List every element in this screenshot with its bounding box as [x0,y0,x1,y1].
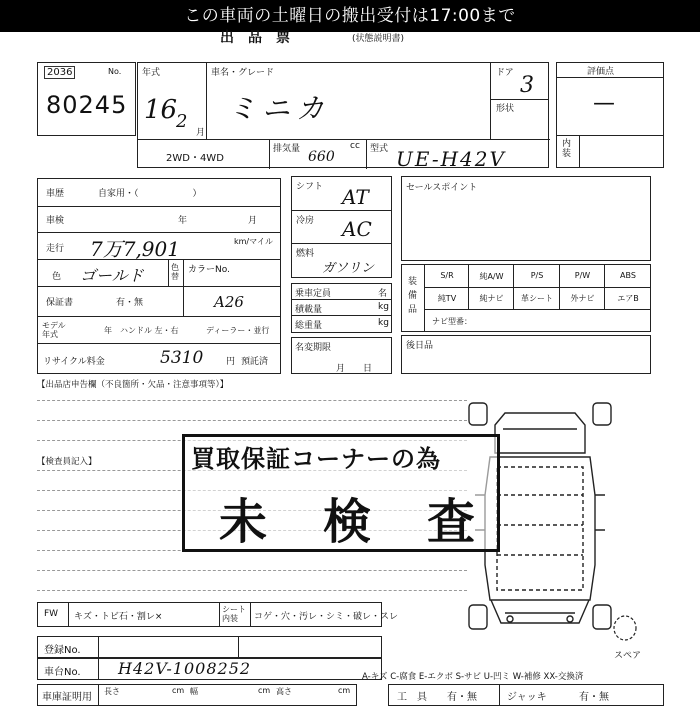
store-declaration-label: 【出品店申告欄（不良箇所・欠品・注意事項等）】 [37,380,229,390]
shape-label: 形状 [496,104,515,114]
equip-ps: P/S [530,271,544,280]
recycle-unit: 円 [226,357,236,367]
eval-value: — [593,91,615,116]
seat-text: コゲ・穴・汚レ・シミ・破レ・スレ [254,612,399,622]
equip-navi: 純ナビ [479,294,504,303]
mileage-unit: km/マイル [234,237,273,246]
name-label: 車名・グレード [211,68,275,78]
navi-model-label: ナビ型番： [432,317,472,326]
warranty-value: 有・無 [116,298,144,308]
color-no-label: カラーNo. [188,265,230,275]
cert-length: 長さ [104,687,120,696]
evaluation-box [556,62,664,168]
displacement-label: 排気量 [273,144,301,154]
tool-value: 有・無 [447,692,477,703]
lot-code: 2036 [44,66,75,79]
warranty-label: 保証書 [46,298,74,308]
tool-label: 工 具 [397,692,427,703]
specs-box [291,176,392,278]
equipment-box [401,264,651,332]
form-title: 出 品 票 [220,30,290,46]
eval-label: 評価点 [587,67,615,77]
displacement-value: 660 [308,149,335,165]
stamp-line1: 買取保証コーナーの為 [191,445,441,473]
post-items-box [401,335,651,374]
interior-label: 内装 [562,139,572,159]
model-line-year: 年 [104,326,112,335]
stamp-line2: 未 検 査 [219,494,480,550]
displacement-unit: cc [350,141,360,151]
garage-cert-box [37,684,357,706]
year-label: 年式 [142,68,161,78]
equip-sr: S/R [440,271,454,280]
unchecked-stamp [182,434,500,552]
reki-value: 自家用・（ ） [98,189,202,199]
cert-width: 幅 [190,687,198,696]
jack-value: 有・無 [579,692,609,703]
capacity-unit: 名 [378,289,388,299]
load-label: 積載量 [295,305,323,315]
spare-label: スペア [614,651,642,661]
registration-box [37,636,382,658]
recycle-value: 5310 [160,348,204,368]
mileage-value: 7万7,901 [90,237,180,261]
spare-tire-icon [612,612,638,642]
recycle-note: 預託済 [241,357,269,367]
post-label: 後日品 [406,341,434,351]
equip-pw: P/W [574,271,591,280]
cert-cm1: cm [172,686,185,695]
chassis-value: H42V-1008252 [118,659,252,678]
form-subtitle: (状態説明書) [352,34,405,44]
cert-cm3: cm [338,686,351,695]
model-label: 型式 [370,144,389,154]
load-unit: kg [378,302,389,312]
capacity-box [291,283,392,333]
year-value: 16 [144,95,178,125]
shaken-month: 月 [248,216,258,226]
shaken-year: 年 [178,216,188,226]
equip-airbag: エアB [617,294,639,303]
damage-legend: A-キズ C-腐食 E-エクボ S-サビ U-凹ミ W-補修 XX-交換済 [362,672,584,682]
ac-label: 冷房 [296,216,315,226]
history-box [37,178,281,374]
color-label: 色 [52,272,62,282]
color-code-label: 色替 [171,263,179,281]
shaken-label: 車検 [46,216,65,226]
dealer-label: ディーラー・並行 [206,326,270,335]
gross-unit: kg [378,318,389,328]
color-no-value: A26 [214,293,244,311]
inspector-label: 【検査員記入】 [37,457,97,467]
seat-label: シート内装 [222,605,246,623]
door-label: ドア [496,68,514,78]
reki-label: 車歴 [46,189,65,199]
shift-label: シフト [296,182,324,192]
month-unit: 月 [196,128,206,138]
name-change-box [291,337,392,374]
mileage-label: 走行 [46,244,65,254]
equip-leather: 革シート [521,294,553,303]
month-value: 2 [176,111,188,132]
equip-ext-navi: 外ナビ [570,294,595,303]
announcement-banner: この車両の土曜日の搬出受付は17:00まで [0,0,700,32]
cert-label: 車庫証明用 [42,692,92,703]
model-line-label: モデル年式 [42,321,66,339]
lot-kind: No. [108,67,122,76]
chassis-box [37,658,382,680]
fuel-value: ガソリン [322,261,375,276]
fuel-label: 燃料 [296,249,315,259]
reg-label: 登録No. [44,645,81,656]
fw-text: キズ・トビ石・割レ× [74,612,163,622]
cert-cm2: cm [258,686,271,695]
name-change-label: 名変期限 [295,343,332,353]
equip-tv: 純TV [437,294,457,303]
equip-aw: 純A/W [479,272,504,281]
handle-label: ハンドル 左・右 [120,326,179,335]
drive-label: 2WD・4WD [166,153,224,164]
gross-label: 総重量 [295,321,323,331]
lot-number: 80245 [46,91,128,119]
cert-height: 高さ [276,687,292,696]
recycle-label: リサイクル料金 [43,357,105,367]
name-value: ミニカ [228,92,331,125]
door-value: 3 [520,73,534,98]
ac-value: AC [342,217,372,241]
tools-box [388,684,664,706]
model-value: UE-H42V [396,147,506,171]
equip-abs: ABS [620,271,636,280]
basic-info-box [137,62,549,171]
name-change-unit: 月 日 [336,364,373,374]
shift-value: AT [342,185,369,209]
fw-seat-box [37,602,399,627]
chassis-label: 車台No. [44,667,81,678]
capacity-label: 乗車定員 [295,289,332,299]
lot-box [37,62,136,136]
sales-point-box [401,176,651,261]
color-value: ゴールド [80,266,144,285]
equipment-label: 装備品 [408,277,418,315]
fw-label: FW [44,609,59,619]
sales-point-label: セールスポイント [406,183,478,193]
jack-label: ジャッキ [507,692,547,703]
